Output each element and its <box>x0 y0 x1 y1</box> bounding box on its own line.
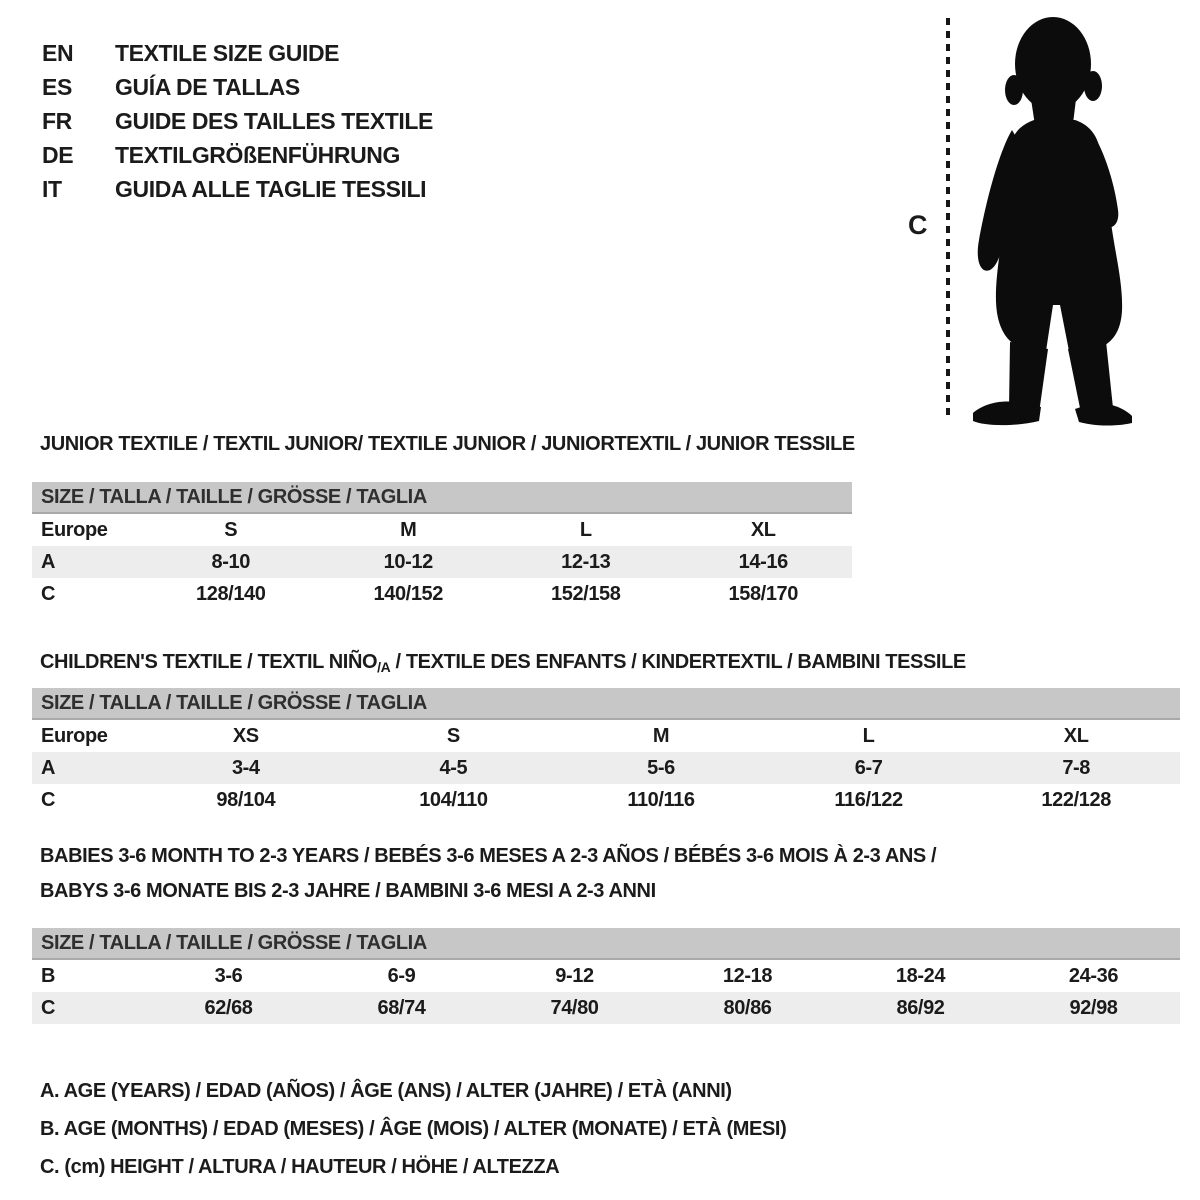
cell: 122/128 <box>1041 789 1111 811</box>
lang-label: GUÍA DE TALLAS <box>115 74 300 100</box>
lang-code: IT <box>42 176 62 202</box>
legend-line-b: B. AGE (MONTHS) / EDAD (MESES) / ÂGE (MOIS) / ALTER (MONATE) / ETÀ (MESI) <box>40 1118 787 1140</box>
cell: 12-13 <box>561 551 611 573</box>
cell: 68/74 <box>377 997 426 1019</box>
lang-code: DE <box>42 142 74 168</box>
cell: 8-10 <box>211 551 250 573</box>
title-part: / TEXTILE DES ENFANTS / KINDERTEXTIL / BAMBINI TESSILE <box>390 651 966 673</box>
lang-label: GUIDA ALLE TAGLIE TESSILI <box>115 176 427 202</box>
cell: 6-7 <box>854 757 883 779</box>
cell: 10-12 <box>383 551 433 573</box>
cell: 152/158 <box>551 583 621 605</box>
lang-code: FR <box>42 108 72 134</box>
section-title-junior: JUNIOR TEXTILE / TEXTIL JUNIOR/ TEXTILE JUNIOR / JUNIORTEXTIL / JUNIOR TESSILE <box>40 433 855 455</box>
cell: 158/170 <box>728 583 798 605</box>
legend-line-c: C. (cm) HEIGHT / ALTURA / HAUTEUR / HÖHE / ALTEZZA <box>40 1156 560 1178</box>
cell: 128/140 <box>196 583 266 605</box>
cell: 6-9 <box>387 965 416 987</box>
table-row <box>32 546 852 578</box>
cell: XL <box>750 519 776 541</box>
cell: M <box>400 519 417 541</box>
cell: 9-12 <box>555 965 594 987</box>
cell: 3-4 <box>231 757 260 779</box>
table-row <box>32 960 1180 992</box>
babies-size-table <box>32 928 1180 1024</box>
cell: 110/116 <box>627 789 695 811</box>
lang-code: EN <box>42 40 74 66</box>
lang-row-fr <box>42 104 433 138</box>
children-size-table <box>32 688 1180 816</box>
row-label: Europe <box>41 519 108 541</box>
table-row <box>32 992 1180 1024</box>
row-label: A <box>41 757 56 779</box>
table-header-bar: SIZE / TALLA / TAILLE / GRÖSSE / TAGLIA <box>32 928 1180 960</box>
cell: XL <box>1063 725 1089 747</box>
row-label: C <box>41 997 56 1019</box>
table-row <box>32 720 1180 752</box>
cell: 80/86 <box>723 997 772 1019</box>
section-title-children <box>40 651 966 678</box>
lang-label: GUIDE DES TAILLES TEXTILE <box>115 108 433 134</box>
language-header <box>42 36 433 206</box>
cell: S <box>224 519 238 541</box>
junior-size-table <box>32 482 852 610</box>
height-measure-label: C <box>908 210 928 240</box>
cell: XS <box>232 725 259 747</box>
cell: 104/110 <box>419 789 488 811</box>
lang-row-es <box>42 70 433 104</box>
cell: M <box>652 725 670 747</box>
table-row <box>32 784 1180 816</box>
title-part-subscript: /A <box>377 659 391 675</box>
section-title-babies-line2: BABYS 3-6 MONATE BIS 2-3 JAHRE / BAMBINI 3-6 MESI A 2-3 ANNI <box>40 880 656 902</box>
cell: 24-36 <box>1068 965 1119 987</box>
cell: 14-16 <box>738 551 788 573</box>
table-row <box>32 578 852 610</box>
cell: 86/92 <box>896 997 945 1019</box>
cell: 4-5 <box>439 757 468 779</box>
cell: L <box>862 725 875 747</box>
cell: L <box>579 519 592 541</box>
cell: 3-6 <box>214 965 243 987</box>
cell: 74/80 <box>550 997 599 1019</box>
height-measure-line <box>946 18 950 416</box>
lang-row-en <box>42 36 433 70</box>
cell: 92/98 <box>1069 997 1118 1019</box>
legend-line-a: A. AGE (YEARS) / EDAD (AÑOS) / ÂGE (ANS) / ALTER (JAHRE) / ETÀ (ANNI) <box>40 1080 732 1102</box>
table-row <box>32 752 1180 784</box>
row-label: B <box>41 965 56 987</box>
lang-row-de <box>42 138 433 172</box>
row-label: A <box>41 551 56 573</box>
section-title-babies-line1: BABIES 3-6 MONTH TO 2-3 YEARS / BEBÉS 3-6 MESES A 2-3 AÑOS / BÉBÉS 3-6 MOIS À 2-3 ANS / <box>40 845 937 867</box>
title-part: CHILDREN'S TEXTILE / TEXTIL NIÑO <box>40 651 378 673</box>
cell: 12-18 <box>722 965 773 987</box>
row-label: C <box>41 789 56 811</box>
lang-code: ES <box>42 74 72 100</box>
cell: 7-8 <box>1062 757 1091 779</box>
row-label: Europe <box>41 725 108 747</box>
table-header-bar: SIZE / TALLA / TAILLE / GRÖSSE / TAGLIA <box>32 688 1180 720</box>
cell: S <box>446 725 460 747</box>
cell: 18-24 <box>895 965 946 987</box>
cell: 5-6 <box>647 757 675 779</box>
cell: 140/152 <box>373 583 443 605</box>
row-label: C <box>41 583 56 605</box>
table-row <box>32 514 852 546</box>
legend <box>40 1072 786 1186</box>
lang-label: TEXTILGRÖßENFÜHRUNG <box>115 142 400 168</box>
toddler-silhouette-icon <box>956 14 1146 430</box>
table-header-bar: SIZE / TALLA / TAILLE / GRÖSSE / TAGLIA <box>32 482 852 514</box>
cell: 62/68 <box>204 997 253 1019</box>
lang-label: TEXTILE SIZE GUIDE <box>115 40 340 66</box>
cell: 98/104 <box>216 789 276 811</box>
cell: 116/122 <box>834 789 903 811</box>
lang-row-it <box>42 172 433 206</box>
